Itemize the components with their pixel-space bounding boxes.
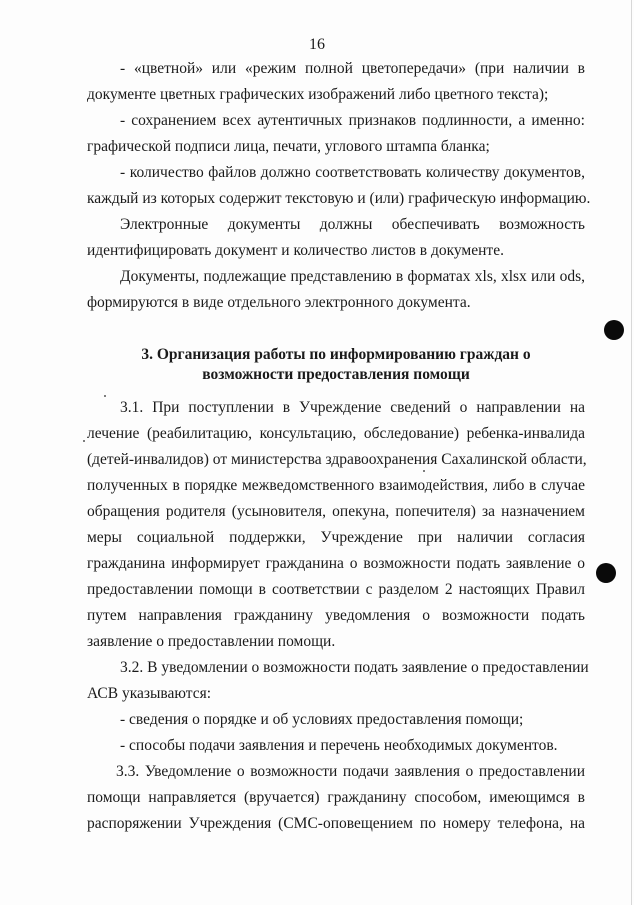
text-line: документе цветных графических изображений либо цветного текста); xyxy=(87,86,549,103)
page-edge xyxy=(631,0,632,905)
section-heading: возможности предоставления помощи xyxy=(202,366,470,383)
text-line: - количество файлов должно соответствовать количеству документов, xyxy=(120,164,585,181)
text-line: - сохранением всех аутентичных признаков подлинности, а именно: xyxy=(120,112,585,129)
scan-speck xyxy=(423,470,425,472)
text-line: путем направления гражданину уведомления о возможности подать xyxy=(87,607,585,624)
text-line: каждый из которых содержит текстовую и (или) графическую информацию. xyxy=(87,190,591,207)
text-line: - сведения о порядке и об условиях предоставления помощи; xyxy=(120,711,524,728)
text-line: графической подписи лица, печати, углового штампа бланка; xyxy=(87,138,490,155)
punch-hole xyxy=(604,320,624,340)
text-line: - способы подачи заявления и перечень необходимых документов. xyxy=(120,737,558,754)
text-line: (детей-инвалидов) от министерства здравоохранения Сахалинской области, xyxy=(87,451,587,468)
text-line: Документы, подлежащие представлению в форматах xls, xlsx или ods, xyxy=(120,268,585,285)
text-line: 3.2. В уведомлении о возможности подать заявление о предоставлении xyxy=(120,659,589,676)
scan-speck xyxy=(83,440,85,442)
text-line: формируются в виде отдельного электронного документа. xyxy=(87,294,471,311)
text-line: гражданина информирует гражданина о возможности подать заявление о xyxy=(87,555,585,572)
text-line: Электронные документы должны обеспечивать возможность xyxy=(120,216,585,233)
section-heading: 3. Организация работы по информированию граждан о xyxy=(141,346,531,363)
text-line: заявление о предоставлении помощи. xyxy=(87,633,336,650)
text-line: 3.1. При поступлении в Учреждение сведений о направлении на xyxy=(120,399,585,416)
text-line: лечение (реабилитацию, консультацию, обследование) ребенка-инвалида xyxy=(87,425,585,442)
text-line: обращения родителя (усыновителя, опекуна, попечителя) за назначением xyxy=(87,503,585,520)
text-line: меры социальной поддержки, Учреждение при наличии согласия xyxy=(87,529,585,546)
text-line: - «цветной» или «режим полной цветопередачи» (при наличии в xyxy=(120,60,585,77)
page-number: 16 xyxy=(309,36,325,53)
text-line: полученных в порядке межведомственного взаимодействия, либо в случае xyxy=(87,477,585,494)
text-line: 3.3. Уведомление о возможности подачи заявления о предоставлении xyxy=(116,763,585,780)
text-line: АСВ указываются: xyxy=(87,685,212,702)
scan-speck xyxy=(104,395,106,397)
punch-hole xyxy=(596,563,616,583)
text-line: распоряжении Учреждения (СМС-оповещением по номеру телефона, на xyxy=(87,815,585,832)
text-line: помощи направляется (вручается) гражданину способом, имеющимся в xyxy=(87,789,585,806)
text-line: предоставлении помощи в соответствии с разделом 2 настоящих Правил xyxy=(87,581,585,598)
text-line: идентифицировать документ и количество листов в документе. xyxy=(87,242,504,259)
